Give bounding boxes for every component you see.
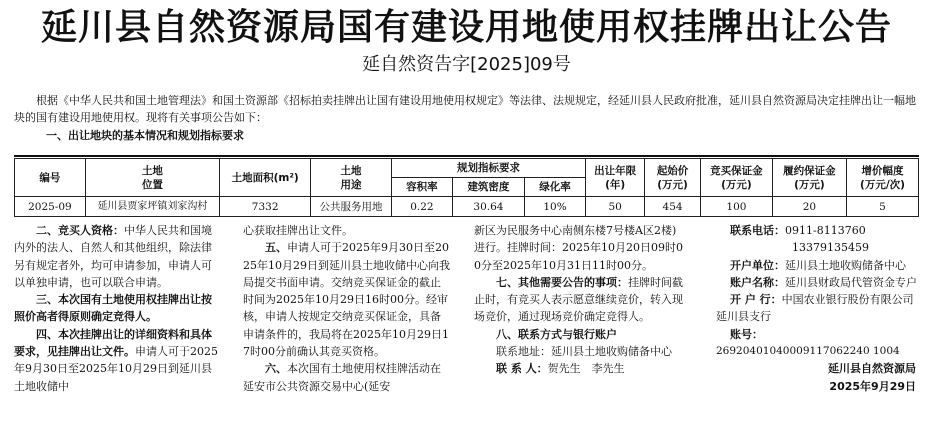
phone-label: 联系电话： (730, 224, 785, 237)
header-bid-deposit: 竞买保证金 (万元) (700, 159, 772, 197)
header-density: 建筑密度 (452, 178, 524, 197)
phone-1: 0911-8113760 (785, 224, 866, 237)
column-2-continuation: 心获取挂牌出让文件。 (243, 224, 353, 237)
cell-increment: 5 (846, 197, 918, 217)
column-3-continuation: 新区为民服务中心南侧东楼7号楼A区2楼)进行。挂牌时间：2025年10月20日09时00分至2025年10月31日11时00分。 (474, 224, 683, 272)
unit-label: 开户单位： (730, 258, 785, 272)
cell-term: 50 (586, 197, 645, 217)
section-5-body: 申请人可于2025年9月30日至2025年10月29日到延川县土地收储中心向我局提交书面申请。交纳竞买保证金的截止时间为2025年10月29日16时00分。经审核，申请人按规定交纳竞买保证金，具备申请条件的，我局将在2025年10月29日17时00分前确认其竞买资格。 (243, 241, 450, 359)
table-row (15, 197, 919, 217)
contact-person-label: 联 系 人： (496, 362, 548, 376)
cell-green-rate: 10% (524, 197, 585, 217)
account-number: 26920401040009117062240 1004 (716, 345, 900, 358)
contact-person: 贺先生 李先生 (547, 362, 625, 376)
land-parcel-table (14, 158, 919, 217)
section-1-heading: 一、出让地块的基本情况和规划指标要求 (46, 129, 244, 142)
issue-date: 2025年9月29日 (829, 379, 916, 393)
document-number: 延自然资告字[2025]09号 (362, 54, 571, 75)
column-3 (474, 222, 685, 378)
column-1 (14, 222, 221, 395)
header-performance-deposit: 履约保证金 (万元) (772, 159, 846, 197)
account-name-value: 延川县财政局代管资金专户 (785, 275, 917, 289)
cell-bid-deposit: 100 (700, 197, 772, 217)
section-4-body: 申请人可于2025年9月30日至2025年10月29日到延川县土地收储中 (14, 345, 218, 393)
contact-address: 联系地址：延川县土地收购储备中心 (496, 345, 672, 359)
unit-value: 延川县土地收购储备中心 (785, 258, 906, 272)
section-4-heading: 四、本次挂牌出让的详细资料和具体要求，见挂牌出让文件。 (14, 327, 212, 359)
section-2-body: 中华人民共和国境内外的法人、自然人和其他组织，除法律另有规定者外，均可申请参加，申请人可以单独申请，也可以联合申请。 (14, 224, 212, 289)
cell-start-price: 454 (645, 197, 701, 217)
announcement-title: 延川县自然资源局国有建设用地使用权挂牌出让公告 (40, 7, 892, 48)
header-increment: 增价幅度 (万元/次) (846, 159, 918, 197)
section-6-heading: 六、 (265, 362, 287, 376)
phone-2: 13379135459 (792, 241, 869, 255)
header-term: 出让年限 (年) (586, 159, 645, 197)
cell-performance-deposit: 20 (772, 197, 846, 217)
issuer: 延川县自然资源局 (828, 362, 916, 376)
account-number-label: 账号： (730, 327, 763, 341)
bank-label: 开 户 行： (730, 293, 782, 307)
column-2 (243, 222, 451, 395)
account-name-label: 账户名称： (730, 275, 785, 289)
header-area: 土地面积(m²) (220, 159, 311, 197)
section-2-heading: 二、竞买人资格： (36, 224, 124, 237)
header-start-price: 起始价 (万元) (645, 159, 701, 197)
bank-value: 中国农业银行股份有限公司延川县支行 (716, 293, 914, 324)
column-4 (716, 222, 920, 395)
cell-area: 7332 (220, 197, 311, 217)
cell-far: 0.22 (391, 197, 452, 217)
header-far: 容积率 (391, 178, 452, 197)
cell-density: 30.64 (452, 197, 524, 217)
section-3-heading: 三、本次国有土地使用权挂牌出让按照价高者得原则确定竞得人。 (14, 293, 212, 324)
intro-paragraph: 根据《中华人民共和国土地管理法》和国土资源部《招标拍卖挂牌出让国有建设用地使用权规定》等法律、法规规定，经延川县人民政府批准，延川县自然资源局决定挂牌出让一幅地块的国有建设用地使用权。现将有关事项公告如下： (14, 94, 916, 124)
header-green-rate: 绿化率 (524, 178, 585, 197)
section-6-body: 本次国有土地使用权挂牌活动在延安市公共资源交易中心(延安 (243, 362, 441, 393)
header-planning: 规划指标要求 (391, 159, 585, 178)
header-location: 土地 位置 (85, 159, 219, 197)
table-top-rule (14, 155, 919, 157)
cell-number: 2025-09 (15, 197, 86, 217)
header-number: 编号 (15, 159, 86, 197)
cell-use: 公共服务用地 (311, 197, 392, 217)
section-7-heading: 七、其他需要公告的事项： (496, 275, 628, 289)
header-use: 土地 用途 (311, 159, 392, 197)
section-5-heading: 五、 (265, 241, 287, 255)
section-8-heading: 八、联系方式与银行账户 (496, 327, 617, 341)
cell-location: 延川县贾家坪镇刘家沟村 (85, 197, 219, 217)
section-7-body: 挂牌时间截止时，有竞买人表示愿意继续竞价，转入现场竞价，通过现场竞价确定竞得人。 (474, 275, 683, 324)
